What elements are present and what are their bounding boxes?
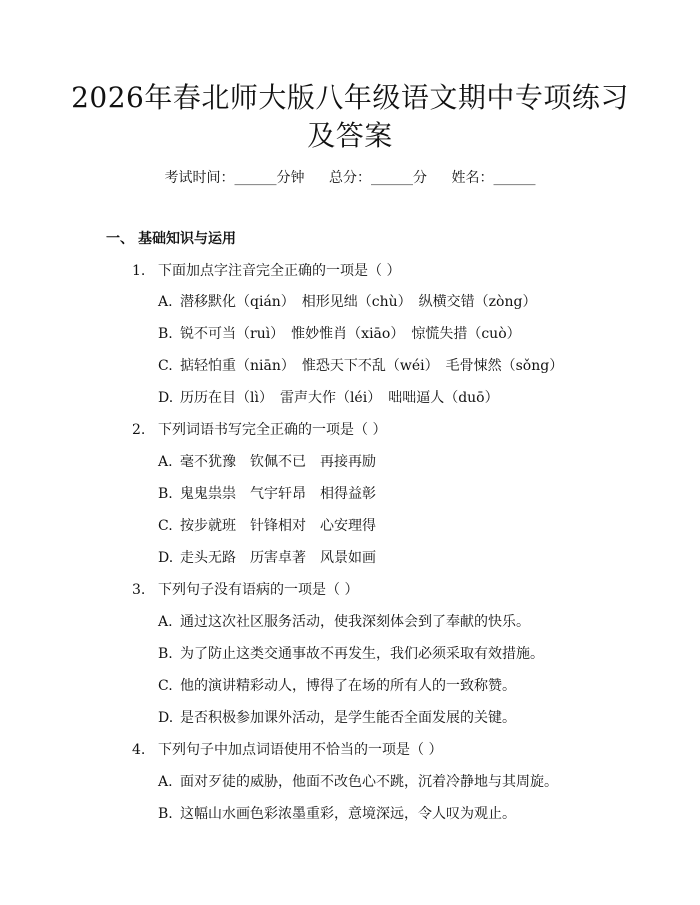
- option-letter: B.: [158, 806, 173, 822]
- question-4-option-a: [158, 772, 558, 792]
- question-1-option-c: [158, 356, 563, 376]
- question-4-stem: [132, 740, 442, 760]
- option-text: 这幅山水画色彩浓墨重彩，意境深远，令人叹为观止。: [180, 806, 516, 822]
- question-3-option-b: [158, 644, 544, 664]
- question-1-option-d: [158, 388, 499, 408]
- question-number: 3.: [132, 582, 146, 598]
- option-letter: C.: [158, 678, 173, 694]
- page-title-line-2: 及答案: [307, 119, 393, 152]
- question-text: 下列句子中加点词语使用不恰当的一项是（ ）: [158, 742, 443, 758]
- question-2-option-b: [158, 484, 376, 504]
- exam-meta: [0, 168, 700, 188]
- option-text: 潜移默化（qián） 相形见绌（chù） 纵横交错（zòng）: [180, 294, 537, 310]
- question-1-option-a: [158, 292, 536, 312]
- option-letter: B.: [158, 646, 173, 662]
- option-letter: C.: [158, 358, 173, 374]
- page-title-line-1: 2026年春北师大版八年级语文期中专项练习: [71, 81, 629, 114]
- question-3-stem: [132, 580, 358, 600]
- exam-time: 考试时间：______分钟: [164, 170, 305, 186]
- option-letter: A.: [158, 294, 173, 310]
- option-text: 锐不可当（ruì） 惟妙惟肖（xiāo） 惊慌失措（cuò）: [180, 326, 521, 342]
- question-3-option-c: [158, 676, 516, 696]
- option-text: 他的演讲精彩动人，博得了在场的所有人的一致称赞。: [180, 678, 516, 694]
- question-number: 4.: [132, 742, 146, 758]
- question-text: 下面加点字注音完全正确的一项是（ ）: [158, 263, 401, 279]
- question-3-option-a: [158, 612, 530, 632]
- option-text: 走头无路 历害卓著 风景如画: [180, 550, 376, 566]
- option-text: 鬼鬼祟祟 气宇轩昂 相得益彰: [180, 486, 376, 502]
- question-2-option-a: [158, 452, 376, 472]
- option-text: 通过这次社区服务活动，使我深刻体会到了奉献的快乐。: [180, 614, 530, 630]
- question-2-option-d: [158, 548, 376, 568]
- exam-total-score: 总分：______分: [329, 170, 427, 186]
- option-text: 掂轻怕重（niān） 惟恐天下不乱（wéi） 毛骨悚然（sǒng）: [180, 358, 564, 374]
- option-letter: C.: [158, 518, 173, 534]
- question-2-stem: [132, 420, 386, 440]
- section-number: 一、: [106, 231, 134, 247]
- option-text: 是否积极参加课外活动，是学生能否全面发展的关键。: [180, 710, 516, 726]
- option-letter: D.: [158, 550, 174, 566]
- option-letter: A.: [158, 614, 173, 630]
- question-number: 1.: [132, 263, 146, 279]
- option-letter: A.: [158, 454, 173, 470]
- option-letter: B.: [158, 326, 173, 342]
- option-text: 为了防止这类交通事故不再发生，我们必须采取有效措施。: [180, 646, 544, 662]
- question-text: 下列词语书写完全正确的一项是（ ）: [158, 422, 387, 438]
- option-text: 按步就班 针锋相对 心安理得: [180, 518, 376, 534]
- question-1-option-b: [158, 324, 521, 344]
- section-heading: [106, 229, 236, 249]
- question-1-stem: [132, 261, 400, 281]
- question-text: 下列句子没有语病的一项是（ ）: [158, 582, 359, 598]
- question-3-option-d: [158, 708, 516, 728]
- question-number: 2.: [132, 422, 146, 438]
- question-2-option-c: [158, 516, 376, 536]
- question-4-option-b: [158, 804, 516, 824]
- option-text: 面对歹徒的威胁，他面不改色心不跳，沉着冷静地与其周旋。: [180, 774, 558, 790]
- option-text: 历历在目（lì） 雷声大作（léi） 咄咄逼人（duō）: [180, 390, 499, 406]
- option-letter: D.: [158, 710, 174, 726]
- student-name: 姓名：______: [451, 170, 536, 186]
- option-letter: D.: [158, 390, 174, 406]
- option-text: 毫不犹豫 钦佩不已 再接再励: [180, 454, 376, 470]
- section-title: 基础知识与运用: [138, 231, 236, 247]
- option-letter: A.: [158, 774, 173, 790]
- option-letter: B.: [158, 486, 173, 502]
